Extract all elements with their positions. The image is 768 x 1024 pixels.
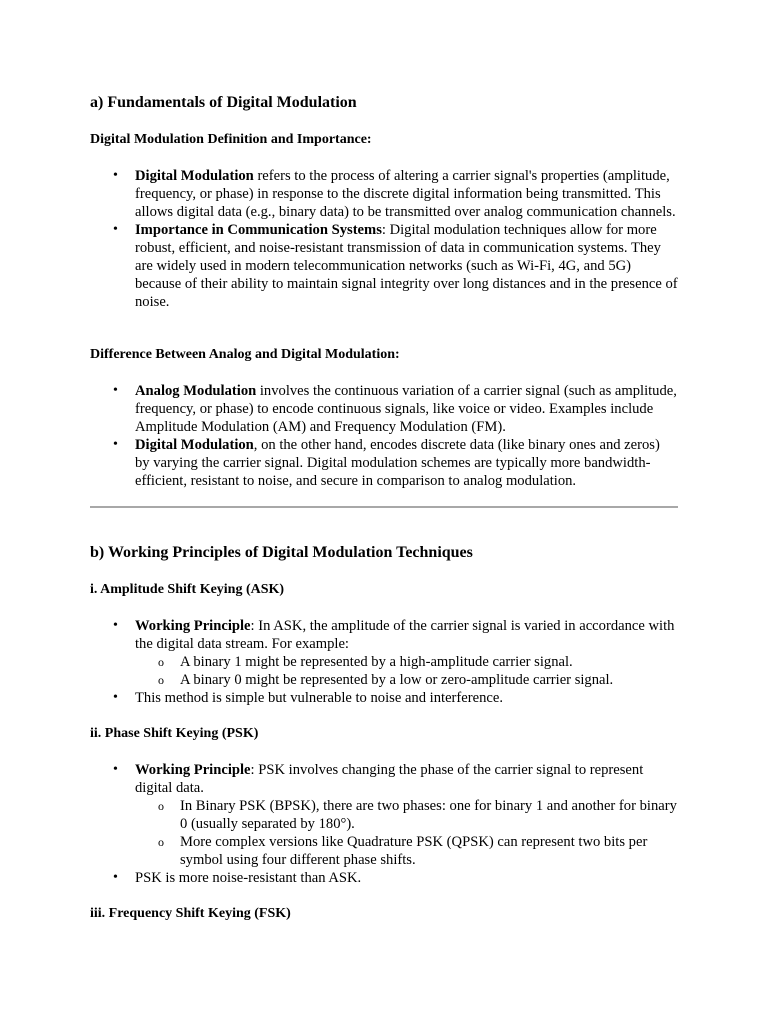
section-a-title: a) Fundamentals of Digital Modulation [90,94,357,111]
circle-bullet-icon: o [158,655,164,669]
sub-list-item [158,797,678,833]
definition: involves the continuous variation of a carrier signal (such as amplitude, frequency, or phase) to encode continuous signals, like voice or video. Examples include Amplitude Modulation (AM) and Frequency Modulation (FM). [135,383,677,435]
section-a-sub1-heading: Digital Modulation Definition and Importance: [90,132,372,147]
list-item [113,617,678,689]
bullet-icon: • [113,762,118,777]
list-item [113,221,678,311]
sub-item-text: More complex versions like Quadrature PSK (QPSK) can represent two bits per symbol using four different phase shifts. [180,834,648,868]
section-a-sub1-list [90,167,678,311]
definition: , on the other hand, encodes discrete data (like binary ones and zeros) by varying the carrier signal. Digital modulation schemes are typically more bandwidth-efficient, resistant to noise, and secure in comparison to analog modulation. [135,437,660,489]
note-text: PSK is more noise-resistant than ASK. [135,870,362,886]
circle-bullet-icon: o [158,835,164,849]
term: Analog Modulation [135,383,257,399]
term: Digital Modulation [135,437,254,453]
bullet-icon: • [113,870,118,885]
psk-list [90,761,678,887]
term: Importance in Communication Systems [135,222,382,238]
list-item [113,689,678,707]
list-item [113,869,678,887]
ask-sub-list [135,653,678,689]
bullet-icon: • [113,437,118,452]
psk-heading: ii. Phase Shift Keying (PSK) [90,726,259,741]
list-item [113,167,678,221]
bullet-icon: • [113,618,118,633]
bullet-icon: • [113,383,118,398]
term: Working Principle [135,618,251,634]
term: Digital Modulation [135,168,254,184]
term: Working Principle [135,762,251,778]
list-item [113,761,678,869]
sub-list-item [158,671,678,689]
definition: : Digital modulation techniques allow for more robust, efficient, and noise-resistant transmission of data in communication systems. They are widely used in modern telecommunication networks (such as Wi-Fi, 4G, and 5G) because of their ability to maintain signal integrity over long distances and in the presence of noise. [135,222,678,310]
definition: : In ASK, the amplitude of the carrier signal is varied in accordance with the digital data stream. For example: [135,618,675,652]
fsk-heading: iii. Frequency Shift Keying (FSK) [90,906,291,921]
definition: refers to the process of altering a carrier signal's properties (amplitude, frequency, or phase) in response to the discrete digital information being transmitted. This allows digital data (e.g., binary data) to be transmitted over analog communication channels. [135,168,676,220]
section-a-sub2-list [90,382,678,490]
psk-sub-list [135,797,678,869]
sub-list-item [158,653,678,671]
sub-list-item [158,833,678,869]
bullet-icon: • [113,168,118,183]
bullet-icon: • [113,690,118,705]
definition: : PSK involves changing the phase of the carrier signal to represent digital data. [135,762,644,796]
section-a-sub2-heading: Difference Between Analog and Digital Modulation: [90,347,400,362]
list-item [113,382,678,436]
ask-list [90,617,678,707]
ask-heading: i. Amplitude Shift Keying (ASK) [90,582,285,597]
note-text: This method is simple but vulnerable to noise and interference. [135,690,503,706]
circle-bullet-icon: o [158,673,164,687]
sub-item-text: A binary 0 might be represented by a low or zero-amplitude carrier signal. [180,672,614,688]
section-b-title: b) Working Principles of Digital Modulation Techniques [90,544,473,561]
section-divider [90,506,678,508]
list-item [113,436,678,490]
sub-item-text: In Binary PSK (BPSK), there are two phases: one for binary 1 and another for binary 0 (usually separated by 180°). [180,798,677,832]
bullet-icon: • [113,222,118,237]
circle-bullet-icon: o [158,799,164,813]
sub-item-text: A binary 1 might be represented by a high-amplitude carrier signal. [180,654,573,670]
